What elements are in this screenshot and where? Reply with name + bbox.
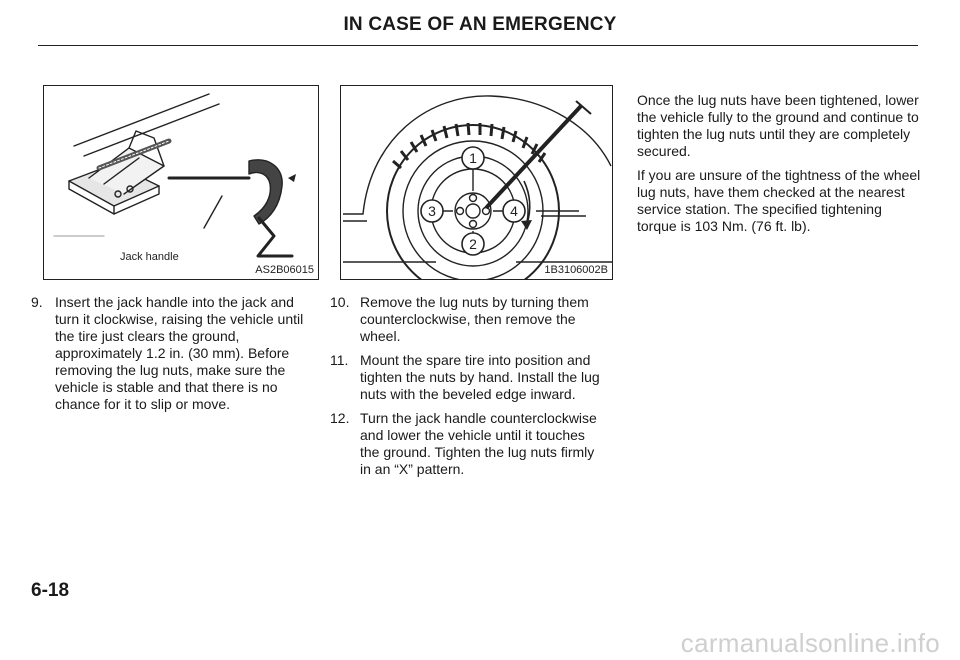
- paragraph: Once the lug nuts have been tightened, lower the vehicle fully to the ground and continue to tighten the lug nuts until they are completely secured.: [637, 92, 919, 159]
- paragraph: If you are unsure of the tightness of the wheel lug nuts, have them checked at the nearest service station. The specified tightening torque is 103 Nm. (76 ft. lb).: [637, 167, 921, 234]
- figure-code: 1B3106002B: [544, 264, 608, 276]
- instructions-column-1: [31, 294, 316, 420]
- watermark: carmanualsonline.info: [680, 628, 940, 658]
- header-divider: [38, 45, 918, 46]
- instructions-column-3: [637, 92, 922, 242]
- step-item: [330, 294, 600, 345]
- nut-label-2: 2: [469, 236, 477, 252]
- step-text: Turn the jack handle counterclockwise and lower the vehicle until it touches the ground. Tighten the lug nuts firmly in an “X” pattern.: [360, 410, 597, 477]
- step-item: [330, 410, 600, 478]
- step-text: Insert the jack handle into the jack and turn it clockwise, raising the vehicle until the tire just clears the ground, approximately 1.2 in. (30 mm). Before removing the lug nuts, make sure the vehicle is stable and that there is no chance for it to slip or move.: [55, 294, 304, 412]
- nut-label-1: 1: [469, 150, 477, 166]
- step-text: Mount the spare tire into position and tighten the nuts by hand. Install the lug nuts with the beveled edge inward.: [360, 352, 600, 402]
- instructions-column-2: [330, 294, 600, 485]
- step-item: [330, 352, 600, 403]
- step-number: 11.: [330, 352, 349, 368]
- step-number: 10.: [330, 294, 350, 310]
- jack-handle-figure: [43, 85, 319, 280]
- jack-illustration: [44, 86, 318, 279]
- nut-label-3: 3: [428, 203, 436, 219]
- step-text: Remove the lug nuts by turning them counterclockwise, then remove the wheel.: [360, 294, 589, 344]
- page-number: 6-18: [31, 580, 70, 601]
- jack-handle-callout: Jack handle: [120, 251, 179, 263]
- lug-nut-figure: [340, 85, 613, 280]
- step-number: 9.: [31, 294, 43, 310]
- step-item: [31, 294, 316, 413]
- wheel-illustration: [341, 86, 612, 279]
- step-number: 12.: [330, 410, 350, 426]
- nut-label-4: 4: [510, 203, 518, 219]
- page-title: IN CASE OF AN EMERGENCY: [343, 14, 617, 35]
- figure-code: AS2B06015: [255, 264, 314, 276]
